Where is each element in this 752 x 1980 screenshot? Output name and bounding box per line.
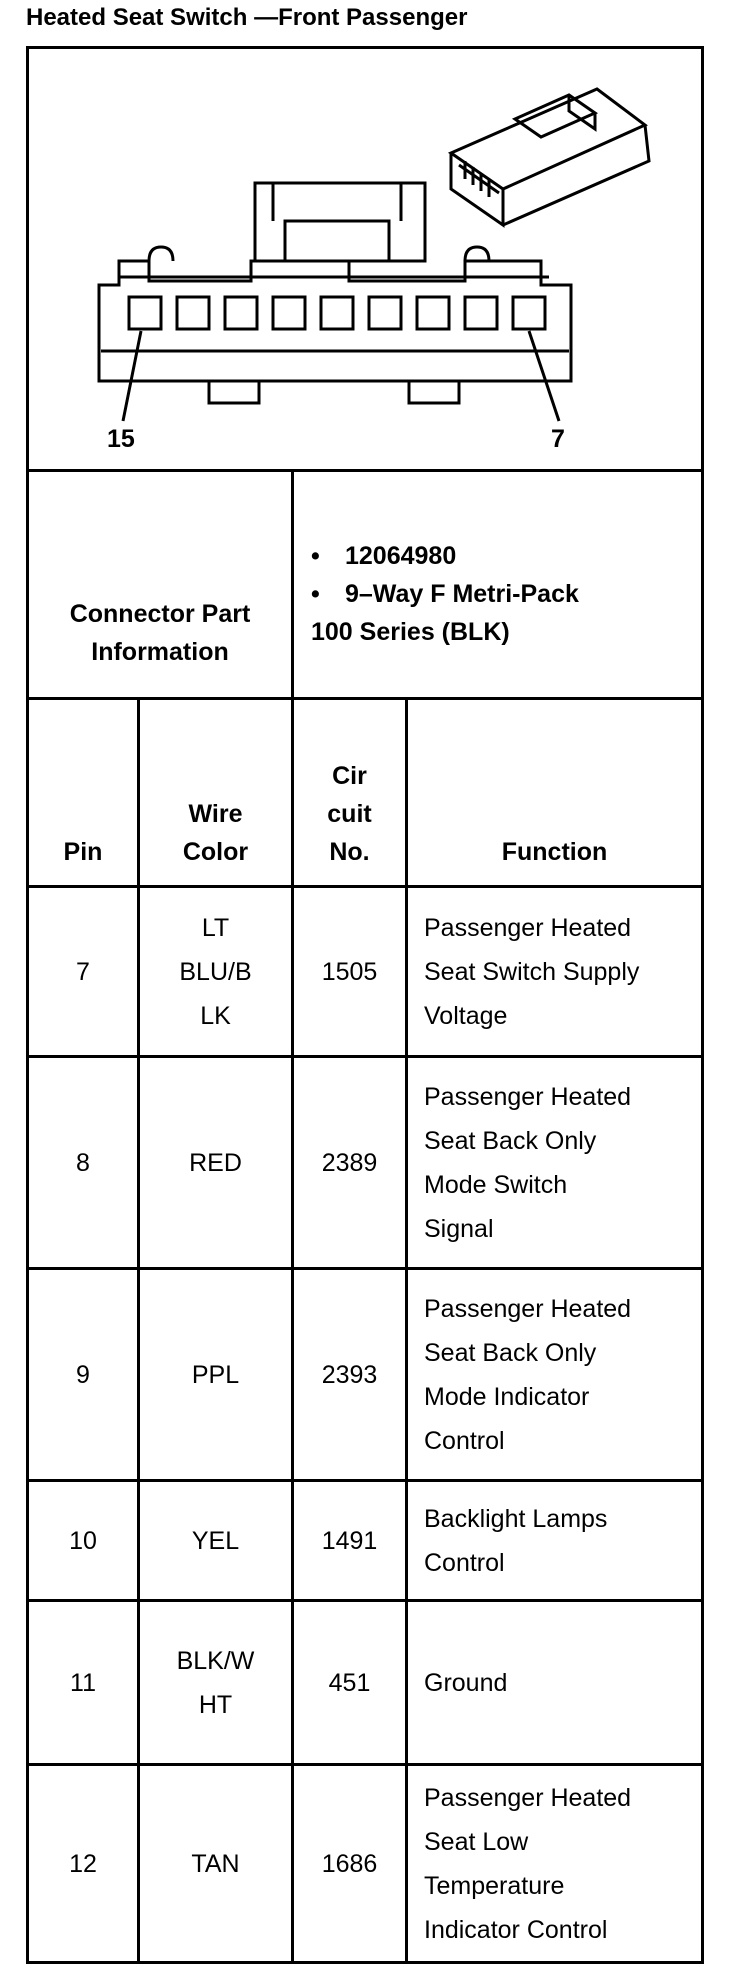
function-cell bbox=[408, 1270, 701, 1479]
wire-color-cell bbox=[140, 1766, 291, 1961]
wire-color-cell-line: LT bbox=[201, 913, 230, 942]
circuit-cell bbox=[294, 1058, 405, 1267]
connector-info-label-line: Connector Part bbox=[69, 600, 251, 628]
function-cell bbox=[408, 888, 701, 1055]
pin-cell-line: 10 bbox=[69, 1526, 97, 1555]
function-cell-line: Control bbox=[424, 1548, 505, 1577]
function-cell-line: Passenger Heated bbox=[424, 1783, 632, 1812]
connector-info-label bbox=[29, 519, 291, 747]
wire-color-cell-line: BLK/W bbox=[176, 1646, 255, 1675]
function-cell bbox=[408, 1482, 701, 1599]
function-cell-line: Voltage bbox=[424, 1001, 508, 1030]
function-cell bbox=[408, 1602, 701, 1763]
pin-cell-line: 7 bbox=[76, 957, 90, 986]
pin-cell bbox=[29, 1602, 137, 1763]
pin-cell-line: 11 bbox=[70, 1668, 96, 1697]
function-cell-line: Backlight Lamps bbox=[424, 1504, 608, 1533]
pin-cell-line: 9 bbox=[76, 1360, 90, 1389]
wire-color-cell bbox=[140, 888, 291, 1055]
pin-label-15: 15 bbox=[107, 425, 135, 453]
divider bbox=[29, 469, 701, 472]
function-cell-line: Passenger Heated bbox=[424, 913, 632, 942]
function-cell bbox=[408, 1766, 701, 1961]
pin-cell bbox=[29, 888, 137, 1055]
circuit-cell bbox=[294, 888, 405, 1055]
pin-cell bbox=[29, 1058, 137, 1267]
connector-diagram bbox=[29, 49, 701, 473]
pin-cell bbox=[29, 1482, 137, 1599]
circuit-cell-line: 1491 bbox=[321, 1526, 378, 1555]
circuit-cell-line: 1505 bbox=[321, 957, 378, 986]
connector-info-label-line: Information bbox=[91, 638, 229, 666]
circuit-cell-line: 2389 bbox=[321, 1148, 378, 1177]
function-cell-line: Mode Switch bbox=[424, 1170, 568, 1199]
connector-description: 100 Series (BLK) bbox=[311, 618, 510, 646]
pin-cell bbox=[29, 1270, 137, 1479]
part-number: • 12064980 bbox=[311, 542, 457, 570]
pin-label-7: 7 bbox=[551, 425, 565, 453]
wire-color-cell bbox=[140, 1058, 291, 1267]
function-cell-line: Seat Switch Supply bbox=[424, 957, 640, 986]
function-cell-line: Seat Back Only bbox=[424, 1126, 597, 1155]
circuit-cell bbox=[294, 1482, 405, 1599]
function-cell-line: Seat Back Only bbox=[424, 1338, 597, 1367]
connector-description: • 9–Way F Metri-Pack bbox=[311, 580, 579, 608]
circuit-cell-line: 2393 bbox=[321, 1360, 378, 1389]
header-circuit-no: Cir cuit No. bbox=[327, 762, 372, 866]
circuit-cell-line: 1686 bbox=[321, 1849, 378, 1878]
circuit-cell-line: 451 bbox=[328, 1668, 371, 1697]
header-pin: Pin bbox=[63, 838, 103, 866]
wire-color-cell-line: LK bbox=[200, 1001, 231, 1030]
function-cell-line: Passenger Heated bbox=[424, 1082, 632, 1111]
pin-cell bbox=[29, 1766, 137, 1961]
function-cell-line: Indicator Control bbox=[424, 1915, 608, 1944]
page-title: Heated Seat Switch —Front Passenger bbox=[26, 4, 468, 31]
wire-color-cell-line: PPL bbox=[191, 1360, 240, 1389]
wire-color-cell-line: RED bbox=[189, 1148, 242, 1177]
function-cell-line: Signal bbox=[424, 1214, 494, 1243]
function-cell bbox=[408, 1058, 701, 1267]
function-cell-line: Mode Indicator bbox=[424, 1382, 590, 1411]
connector-info-details bbox=[311, 537, 579, 651]
function-cell-line: Temperature bbox=[424, 1871, 565, 1900]
wire-color-cell bbox=[140, 1482, 291, 1599]
wire-color-cell-line: BLU/B bbox=[179, 957, 252, 986]
wire-color-cell bbox=[140, 1270, 291, 1479]
function-cell-line: Ground bbox=[424, 1668, 508, 1697]
function-cell-line: Control bbox=[424, 1426, 505, 1455]
header-wire-color: Wire Color bbox=[182, 800, 249, 866]
wire-color-cell-line: HT bbox=[198, 1690, 233, 1719]
header-function: Function bbox=[501, 838, 608, 866]
circuit-cell bbox=[294, 1602, 405, 1763]
circuit-cell bbox=[294, 1270, 405, 1479]
function-cell-line: Seat Low bbox=[424, 1827, 529, 1856]
wire-color-cell-line: TAN bbox=[191, 1849, 240, 1878]
wire-color-cell bbox=[140, 1602, 291, 1763]
function-cell-line: Passenger Heated bbox=[424, 1294, 632, 1323]
pin-cell-line: 8 bbox=[76, 1148, 90, 1177]
wire-color-cell-line: YEL bbox=[191, 1526, 240, 1555]
pin-cell-line: 12 bbox=[69, 1849, 97, 1878]
connector-table-frame bbox=[26, 46, 704, 1964]
circuit-cell bbox=[294, 1766, 405, 1961]
